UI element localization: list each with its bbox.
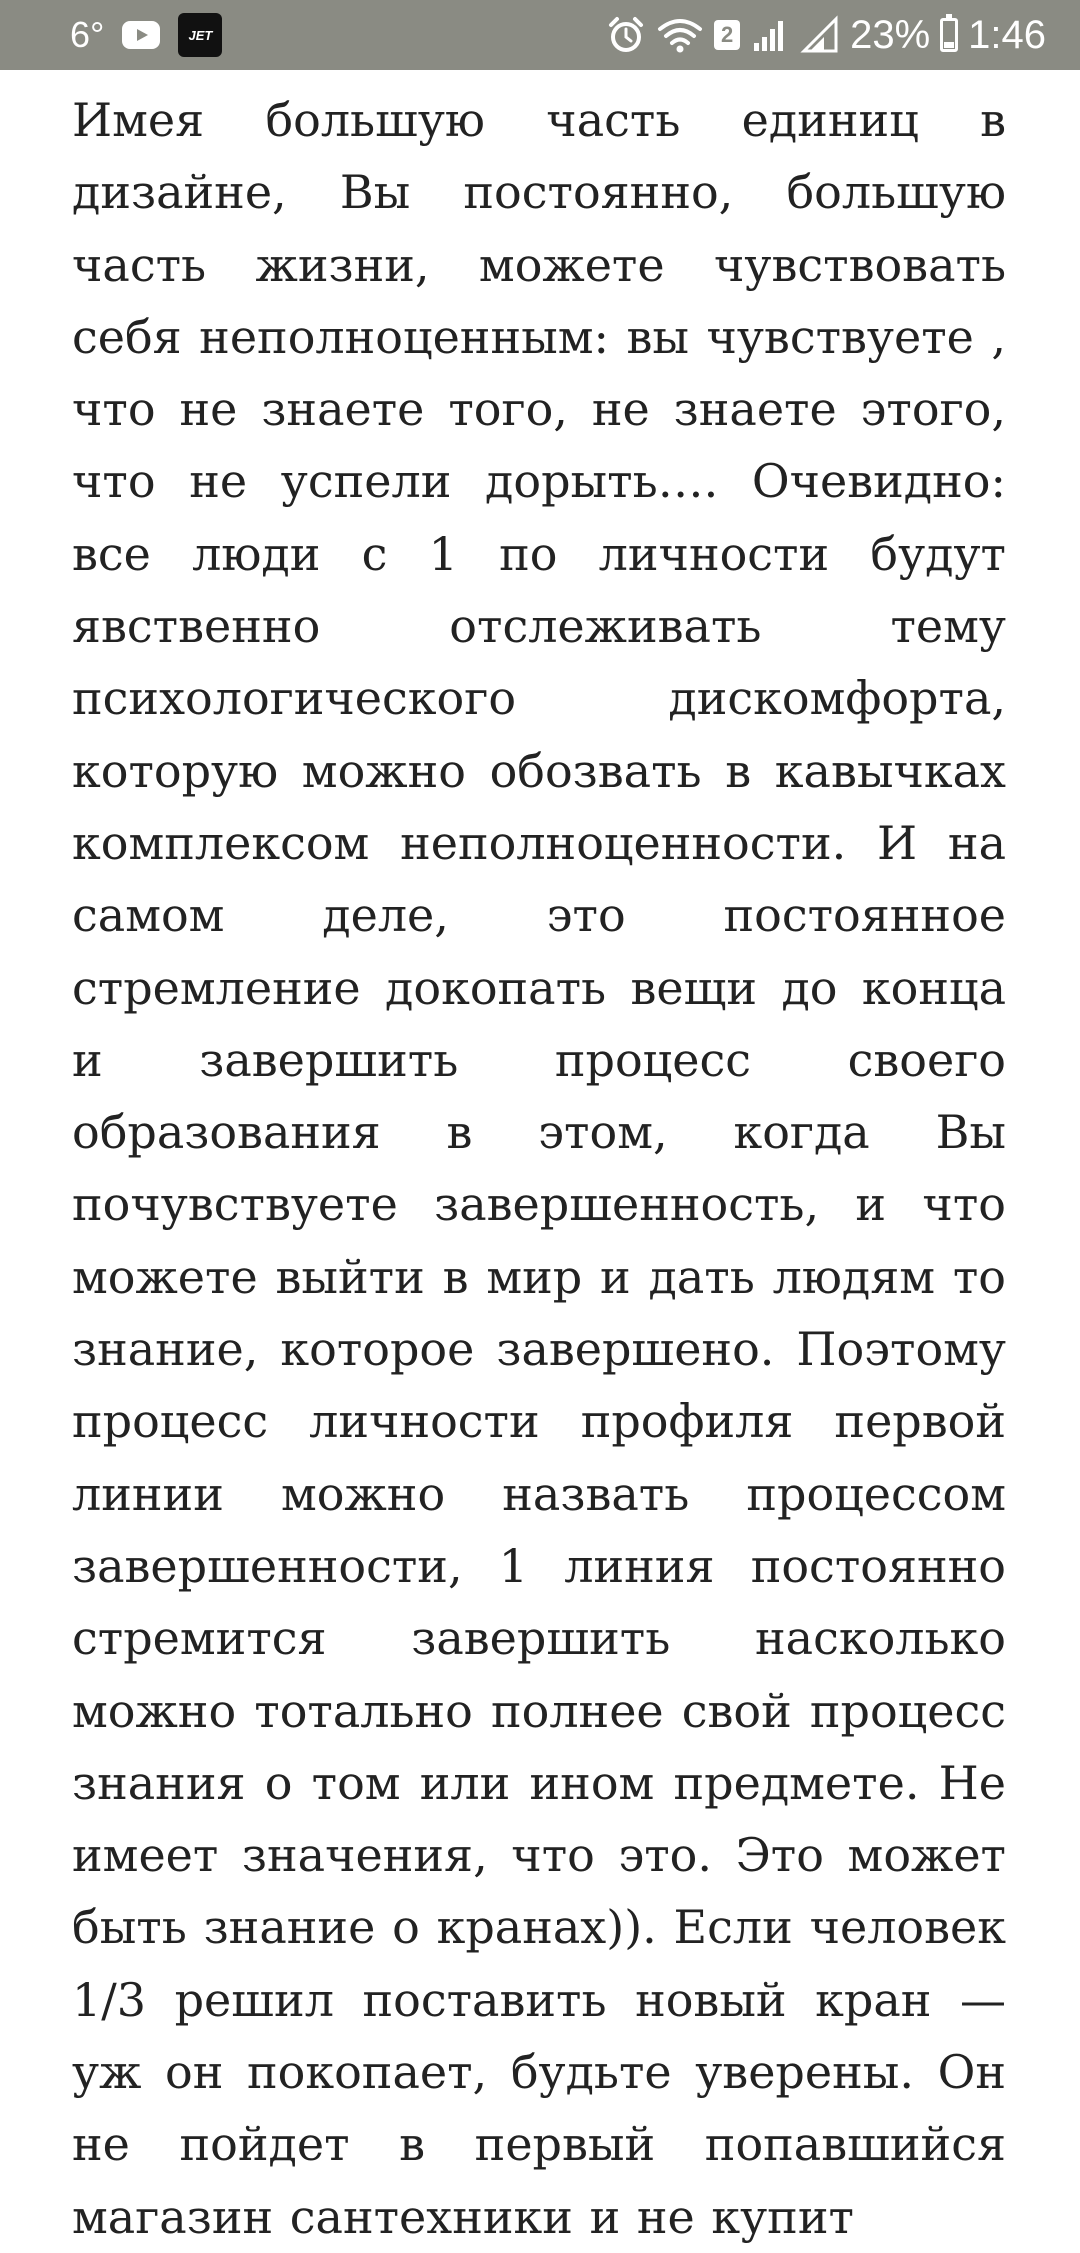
status-bar-right	[606, 0, 1046, 70]
status-bar-left	[70, 0, 222, 70]
status-bar	[0, 0, 1080, 70]
battery-icon	[940, 18, 958, 52]
clock-time: 1:46	[968, 13, 1046, 57]
wifi-icon	[656, 15, 704, 55]
jet-app-icon-text: JET	[188, 27, 213, 43]
alarm-icon	[606, 15, 646, 55]
article-body	[72, 84, 1006, 2253]
battery-percent: 23%	[850, 13, 931, 57]
signal-icon-2	[800, 15, 840, 55]
jet-app-icon	[178, 13, 222, 57]
signal-icon	[750, 15, 790, 55]
sim-badge: 2	[714, 20, 740, 50]
youtube-icon	[122, 21, 160, 49]
temperature-label: 6°	[70, 14, 105, 55]
article-paragraph: Имея большую часть единиц в дизайне, Вы постоянно, большую часть жизни, можете чувствовать себя неполноценным: вы чувствуете , что не знаете того, не знаете этого, что не успели дорыть…. Очевидно: все люди с 1 по личности будут явственно отслеживать тему психологического дискомфорта, которую можно обозвать в кавычках комплексом неполноценности. И на самом деле, это постоянное стремление докопать вещи до конца и завершить процесс своего образования в этом, когда Вы почувствуете завершенность, и что можете выйти в мир и дать людям то знание, которое завершено. Поэтому процесс личности профиля первой линии можно назвать процессом завершенности, 1 линия постоянно стремится завершить насколько можно тотально полнее свой процесс знания о том или ином предмете. Не имеет значения, что это. Это может быть знание о кранах)). Если человек 1/3 решил поставить новый кран — уж он покопает, будьте уверены. Он не пойдет в первый попавшийся магазин сантехники и не купит	[72, 93, 1006, 2244]
battery-level-fill	[944, 42, 954, 48]
